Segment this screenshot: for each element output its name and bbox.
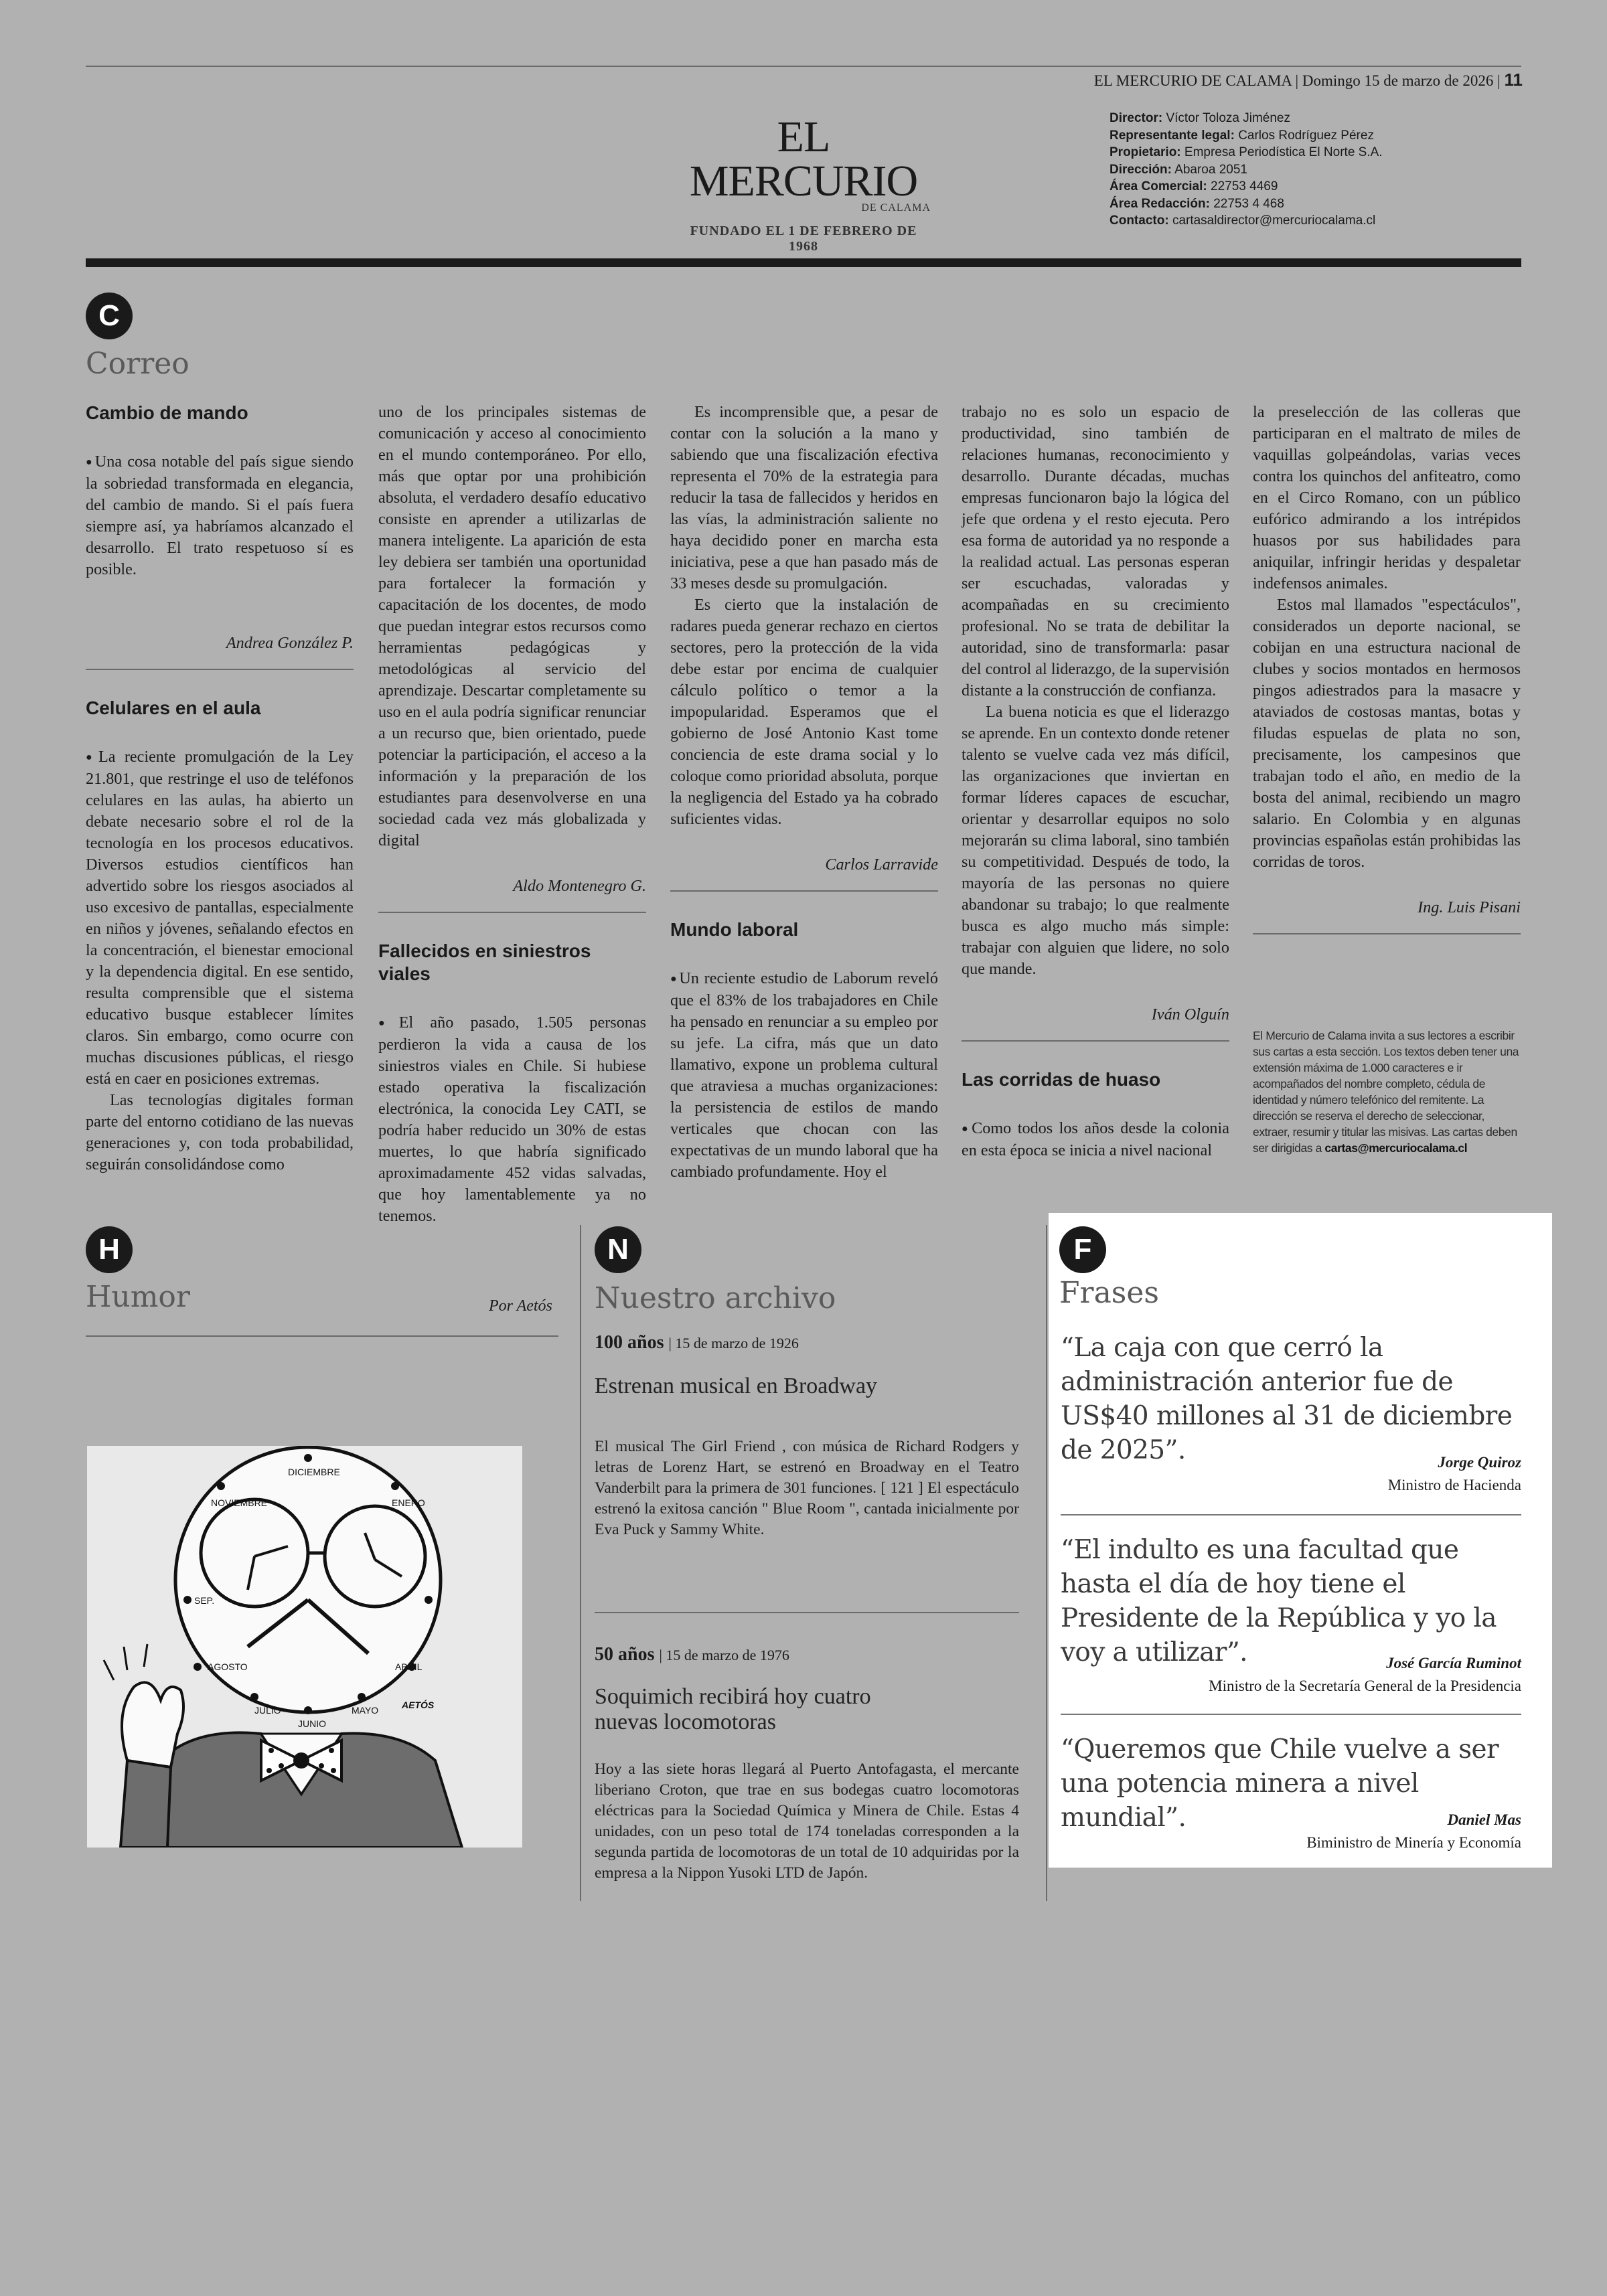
frases-quote-2: “El indulto es una facultad que hasta el día de hoy tiene el Presidente de la República y yo la voy a utilizar”. [1061,1535,1497,1667]
letter-separator [670,890,938,892]
archivo-item-body: Hoy a las siete horas llegará al Puerto Antofagasta, el mercante liberiano Croton, que trae en sus bodegas cuatro locomotoras eléctricas para la Sociedad Química y Minera de Chile. Estas 4 unidades, con un peso total de 174 toneladas corresponden a la segunda partida de locomotoras de un total de 10 adquiridas por la empresa a la Nippon Yusoki LTD de Japón. [595,1760,1019,1882]
topline-sep: | [1497,72,1505,89]
cartoon-label-noviembre: NOVIEMBRE [211,1497,268,1508]
notice-text: El Mercurio de Calama invita a sus lectores a escribir sus cartas a esta sección. Los textos deben tener una extensión máxima de 1.000 caracteres e ir acompañados del nombre completo, cédula de identidad y número telefónico del remitente. La dirección se reserva el derecho de seleccionar, extraer, resumir y titular las misivas. Las cartas deben ser dirigidas a [1253,1029,1519,1155]
letter-body: ● La reciente promulgación de la Ley 21.801, que restringe el uso de teléfonos celulares en las aulas, ha abierto un debate necesario sobre el rol de la tecnología en los procesos educativos. Diversos estudios científicos han advertido sobre los riesgos asociados al uso excesivo de pantallas, especialmente en niños y jóvenes, señalando efectos en la concentración, el bienestar emocional y la dependencia digital. En ese sentido, resulta comprensible que el sistema educativo busque establecer límites claros. Sin embargo, como ocurre con muchas discusiones públicas, el riesgo está en caer en posiciones extremas. [86,746,354,1090]
letter-separator [378,912,646,913]
frases-title: Frases [1059,1276,1159,1310]
humor-rule [86,1335,558,1337]
page-topline [1094,70,1523,90]
letter-title-celulares: Celulares en el aula [86,698,261,718]
frases-rule [1061,1714,1521,1715]
letters-column-1 [86,402,354,1175]
letter-signature: Ing. Luis Pisani [1418,898,1521,916]
cartoon-label-junio: JUNIO [298,1718,326,1729]
letter-signature: Andrea González P. [226,634,354,652]
letter-body: uno de los principales sistemas de comunicación y acceso al conocimiento en el mundo contemporáneo. Por ello, más que optar por una prohibición absoluta, el verdadero desafío educativo consiste en aprender a utilizarlas de manera inteligente. La aparición de esta ley debiera ser también una oportunidad para fortalecer la formación y capacitación de los docentes, de modo que puedan integrar estos recursos como herramientas pedagógicas y metodológicas al servicio del aprendizaje. Descartar completamente su uso en el aula podría significar renunciar a un recurso que, bien orientado, puede potenciar la participación, el acceso a la información y la preparación de los estudiantes para desenvolverse en una sociedad cada vez más globalizada y digital [378,403,646,849]
correo-badge: C [86,293,133,339]
cartoon-label-julio: JULIO [254,1705,281,1716]
topline-date: Domingo 15 de marzo de 2026 [1302,72,1494,89]
credit-label: Contacto: [1109,214,1169,228]
cartoon-label-agosto: AGOSTO [208,1661,248,1672]
credit-line [1109,178,1383,195]
archivo-badge: N [595,1226,641,1273]
credit-line [1109,195,1383,213]
cartoon-arm [121,1760,171,1848]
letters-column-3 [670,402,938,1183]
cartoon-label-abril: ABRIL [395,1661,423,1672]
letter-body: ● El año pasado, 1.505 personas perdieron la vida a causa de los siniestros viales en Chile. Si hubiese estado operativa la fiscalización electrónica, la conocida Ley CATI, se podría haber reducido un 30% de estas muertes, lo que habría significado aproximadamente 452 vidas salvadas, que hoy lamentablemente ya no tenemos. [378,1012,646,1227]
credit-line [1109,110,1383,127]
letter-body: Es cierto que la instalación de radares pueda generar rechazo en ciertos sectores, pero la protección de la vida debe estar por encima de cualquier cálculo político o temor a la impopularidad. Esperamos que el gobierno de José Antonio Kast tome conciencia de este drama social y lo coloque como prioridad absoluta, porque la negligencia del Estado ya ha cobrado suficientes vidas. [670,596,938,828]
page-number: 11 [1504,70,1523,90]
letter-signature: Iván Olguín [1151,1005,1229,1023]
topline-sep: | [1295,72,1302,89]
humor-title: Humor [86,1280,190,1314]
archivo-years: 100 años [595,1332,664,1353]
letter-body: trabajo no es solo un espacio de productividad, sino también de relaciones humanas, reconocimiento y desarrollo. Durante décadas, muchas empresas funcionaron bajo la lógica del jefe que ordena y el resto ejecuta. Pero esa forma de autoridad ya no responde a la realidad actual. Las personas esperan ser escuchadas, valoradas y acompañadas en su crecimiento profesional. No se trata de debilitar la autoridad, sino de transformarla: pasar del control al liderazgo, de la supervisión distante a la construcción de confianza. [962,403,1229,700]
humor-badge: H [86,1226,133,1273]
archivo-date: | [668,1335,676,1351]
frases-left-divider [1046,1225,1047,1901]
correo-title: Correo [86,347,189,381]
archivo-date: 15 de marzo de 1926 [675,1335,799,1351]
frases-quote-3: “Queremos que Chile vuelve a ser una potencia minera a nivel mundial”. [1061,1734,1499,1833]
archivo-item-2 [595,1644,1019,1884]
letter-body: ● Como todos los años desde la colonia en esta época se inicia a nivel nacional [962,1118,1229,1161]
archivo-rule [595,1612,1019,1613]
letter-body: Las tecnologías digitales forman parte del entorno cotidiano de las nuevas generaciones y, con toda probabilidad, seguirán consolidándose como [86,1091,354,1173]
credit-label: Propietario: [1109,145,1181,159]
archivo-item-1 [595,1332,1019,1540]
credit-value: 22753 4469 [1211,179,1278,193]
credit-label: Representante legal: [1109,128,1235,143]
humor-cartoon [87,1446,522,1848]
letter-body: ● Un reciente estudio de Laborum reveló que el 83% de los trabajadores en Chile ha pensado en renunciar a su empleo por su jefe. La cifra, más que un dato llamativo, expone un problema cultural que atraviesa a muchas organizaciones: la persistencia de estilos de mando verticales que chocan con las expectativas de un mundo laboral que ha cambiado profundamente. Hoy el [670,968,938,1183]
credit-value: Abaroa 2051 [1174,162,1247,177]
staff-credits [1109,110,1383,230]
cartoon-label-mayo: MAYO [352,1705,379,1716]
archivo-item-title: Soquimich recibirá hoy cuatro nuevas locomotoras [595,1684,871,1734]
cartoon-label-sep: SEP. [194,1595,215,1606]
cartoon-signature: AETÓS [402,1700,435,1710]
cartoon-head-clock [175,1447,441,1712]
credit-label: Director: [1109,111,1163,125]
archivo-date: | [659,1647,666,1663]
frases-quote-2-name: José García Ruminot [1386,1655,1521,1671]
cartoon-hand [122,1682,183,1767]
letter-title-fallecidos: Fallecidos en siniestros viales [378,940,591,984]
masthead-subtitle: DE CALAMA [861,202,931,214]
masthead-logo: EL MERCURIO [689,112,918,206]
credit-label: Área Comercial: [1109,179,1207,193]
letter-separator [86,669,354,670]
frases-quote-1-role: Ministro de Hacienda [1387,1477,1521,1493]
letter-separator [962,1040,1229,1042]
archivo-item-body: El musical The Girl Friend , con música de Richard Rodgers y letras de Lorenz Hart, se estrenó en Broadway en el Teatro Vanderbilt para la primera de 301 funciones. [ 121 ] El espectáculo estrenó la exitosa canción " Blue Room ", cantada inicialmente por Eva Puck y Sammy White. [595,1438,1019,1538]
letters-column-4 [962,402,1229,1161]
masthead-founded: FUNDADO EL 1 DE FEBRERO DE 1968 [690,224,917,254]
archivo-date: 15 de marzo de 1976 [666,1647,789,1663]
letter-signature: Aldo Montenegro G. [513,877,646,895]
frases-rule [1061,1514,1521,1515]
credit-line [1109,161,1383,179]
top-thin-rule [86,66,1521,67]
humor-byline: Por Aetós [489,1297,552,1315]
credit-label: Área Redacción: [1109,196,1210,211]
credit-line [1109,144,1383,161]
masthead [676,112,931,254]
cartoon-label-diciembre: DICIEMBRE [288,1467,340,1477]
credit-label: Dirección: [1109,162,1172,177]
frases-quote-3-name: Daniel Mas [1447,1811,1521,1828]
frases-quote-2-role: Ministro de la Secretaría General de la Presidencia [1209,1677,1521,1694]
letter-body: Estos mal llamados "espectáculos", considerados un deporte nacional, se cobijan en una estructura nacional de clubes y socios montados en hermosos pingos adiestrados para la masacre y ataviados de costosas mantas, botas y filudas espuelas de plata no son, precisamente, los campesinos que trabajan todo el año, en medio de la bosta del animal, recibiendo un magro salario. En Colombia y en algunas provincias españolas están prohibidas las corridas de toros. [1253,596,1521,871]
frases-quote-3-role: Biministro de Minería y Economía [1306,1834,1521,1851]
letters-notice [1253,1028,1523,1156]
frases-quote-1: “La caja con que cerró la administración anterior fue de US$40 millones al 31 de diciembre de 2025”. [1061,1333,1513,1465]
cartoon-label-enero: ENERO [392,1497,425,1508]
letter-body: ● Una cosa notable del país sigue siendo la sobriedad transformada en elegancia, del cambio de mando. Si el país fuera siempre así, ya habríamos alcanzado el desarrollo. El trato respetuoso sí es posible. [86,451,354,580]
archivo-title: Nuestro archivo [595,1281,836,1315]
archivo-left-divider [580,1225,581,1901]
credit-value: Empresa Periodística El Norte S.A. [1184,145,1383,159]
frases-badge: F [1059,1226,1106,1273]
archivo-item-2-dateline [595,1644,1019,1665]
topline-paper: EL MERCURIO DE CALAMA [1093,72,1292,89]
credit-value: Víctor Toloza Jiménez [1166,111,1290,125]
letter-body: Es incomprensible que, a pesar de contar con la solución a la mano y sabiendo que una fiscalización efectiva representa el 70% de la estrategia para reducir la tasa de fallecidos y heridos en las vías, la administración saliente no haya decidido poner en marcha esta iniciativa, pese a que han pasado más de 33 meses desde su promulgación. [670,403,938,592]
credit-value: cartasaldirector@mercuriocalama.cl [1172,214,1376,228]
header-thick-rule [86,258,1521,267]
notice-email: cartas@mercuriocalama.cl [1324,1141,1468,1155]
frases-quote-1-name: Jorge Quiroz [1438,1454,1521,1471]
archivo-years: 50 años [595,1644,655,1665]
credit-line [1109,127,1383,145]
credit-value: Carlos Rodríguez Pérez [1238,128,1374,143]
credit-line [1109,212,1383,230]
letter-separator [1253,933,1521,934]
letter-title-mundo: Mundo laboral [670,919,799,940]
letter-title-cambio: Cambio de mando [86,402,248,423]
letter-title-corridas: Las corridas de huaso [962,1069,1161,1090]
credit-value: 22753 4 468 [1213,196,1284,211]
letter-signature: Carlos Larravide [825,855,938,874]
letter-body: La buena noticia es que el liderazgo se aprende. En un contexto donde retener talento se vuelve cada vez más difícil, las organizaciones que inviertan en formar líderes capaces de escuchar, orientar y desarrollar equipos no solo mejorarán su clima laboral, sino también su competitividad. Después de todo, la mayoría de las personas no quiere abandonar su trabajo; lo que realmente busca es algo mucho más simple: trabajar con alguien que lidere, no solo que mande. [962,703,1229,978]
letters-column-5 [1253,402,1521,961]
archivo-item-1-dateline [595,1332,1019,1354]
archivo-item-title: Estrenan musical en Broadway [595,1374,878,1398]
letter-body: la preselección de las colleras que participaran en el maltrato de miles de vaquillas golpeándolas, varias veces contra los quinchos del anfiteatro, como en el Circo Romano, con un público eufórico admirando a los intrépidos huasos por sus habilidades para aniquilar, infringir heridas y despaletar indefensos animales. [1253,403,1521,592]
cartoon-bowtie-knot [293,1752,309,1769]
letters-column-2 [378,402,646,1227]
